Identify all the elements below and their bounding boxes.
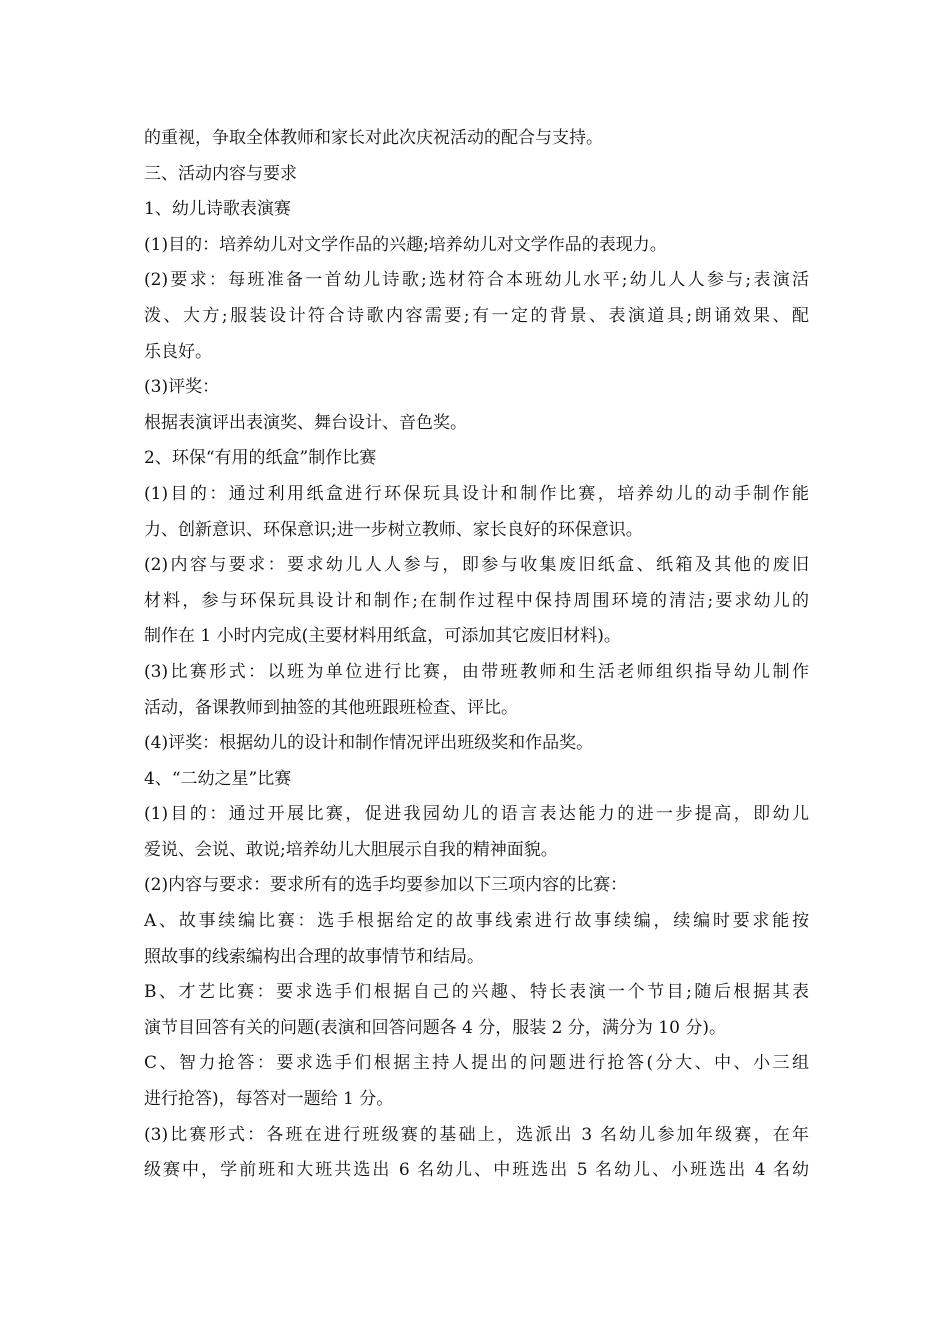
text-line: C、智力抢答：要求选手们根据主持人提出的问题进行抢答(分大、中、小三组 [144, 1053, 809, 1074]
section-heading: 三、活动内容与要求 [144, 163, 297, 184]
text-line: 活动，备课教师到抽签的其他班跟班检查、评比。 [144, 697, 518, 718]
text-line: (3)比赛形式：以班为单位进行比赛，由带班教师和生活老师组织指导幼儿制作 [144, 661, 809, 682]
text-line: 泼、大方;服装设计符合诗歌内容需要;有一定的背景、表演道具;朗诵效果、配 [144, 305, 809, 326]
text-line: B、才艺比赛：要求选手们根据自己的兴趣、特长表演一个节目;随后根据其表 [144, 982, 809, 1003]
text-line: 力、创新意识、环保意识;进一步树立教师、家长良好的环保意识。 [144, 519, 643, 540]
text-line: (1)目的：通过开展比赛，促进我园幼儿的语言表达能力的进一步提高，即幼儿 [144, 804, 809, 825]
text-line: 演节目回答有关的问题(表演和回答问题各 4 分，服装 2 分，满分为 10 分)。 [144, 1017, 726, 1038]
text-line: 进行抢答)，每答对一题给 1 分。 [144, 1089, 394, 1110]
text-line: 的重视，争取全体教师和家长对此次庆祝活动的配合与支持。 [144, 128, 603, 148]
text-line: (3)评奖： [144, 377, 220, 398]
text-line: (2)要求：每班准备一首幼儿诗歌;选材符合本班幼儿水平;幼儿人人参与;表演活 [144, 270, 809, 291]
text-line: (2)内容与要求：要求所有的选手均要参加以下三项内容的比赛： [144, 875, 628, 896]
text-line: (1)目的：通过利用纸盒进行环保玩具设计和制作比赛，培养幼儿的动手制作能 [144, 483, 809, 504]
text-line: (1)目的：培养幼儿对文学作品的兴趣;培养幼儿对文学作品的表现力。 [144, 234, 667, 255]
text-line: 照故事的线索编构出合理的故事情节和结局。 [144, 946, 484, 967]
text-line: 根据表演评出表演奖、舞台设计、音色奖。 [144, 412, 467, 433]
text-line: 材料，参与环保玩具设计和制作;在制作过程中保持周围环境的清洁;要求幼儿的 [144, 590, 809, 611]
text-line: (2)内容与要求：要求幼儿人人参与，即参与收集废旧纸盒、纸箱及其他的废旧 [144, 555, 809, 576]
text-line: 级赛中，学前班和大班共选出 6 名幼儿、中班选出 5 名幼儿、小班选出 4 名幼 [144, 1160, 809, 1181]
text-line: A、故事续编比赛：选手根据给定的故事线索进行故事续编，续编时要求能按 [144, 911, 809, 932]
document-body [144, 121, 809, 1189]
text-line: (4)评奖：根据幼儿的设计和制作情况评出班级奖和作品奖。 [144, 733, 594, 754]
text-line: 爱说、会说、敢说;培养幼儿大胆展示自我的精神面貌。 [144, 839, 558, 860]
text-line: (3)比赛形式：各班在进行班级赛的基础上，选派出 3 名幼儿参加年级赛，在年 [144, 1124, 809, 1145]
text-line: 乐良好。 [144, 341, 212, 362]
subsection-heading: 2、环保“有用的纸盒”制作比赛 [144, 448, 377, 469]
text-line: 制作在 1 小时内完成(主要材料用纸盒，可添加其它废旧材料)。 [144, 626, 621, 647]
subsection-heading: 1、幼儿诗歌表演赛 [144, 199, 291, 220]
subsection-heading: 4、“二幼之星”比赛 [144, 768, 292, 789]
